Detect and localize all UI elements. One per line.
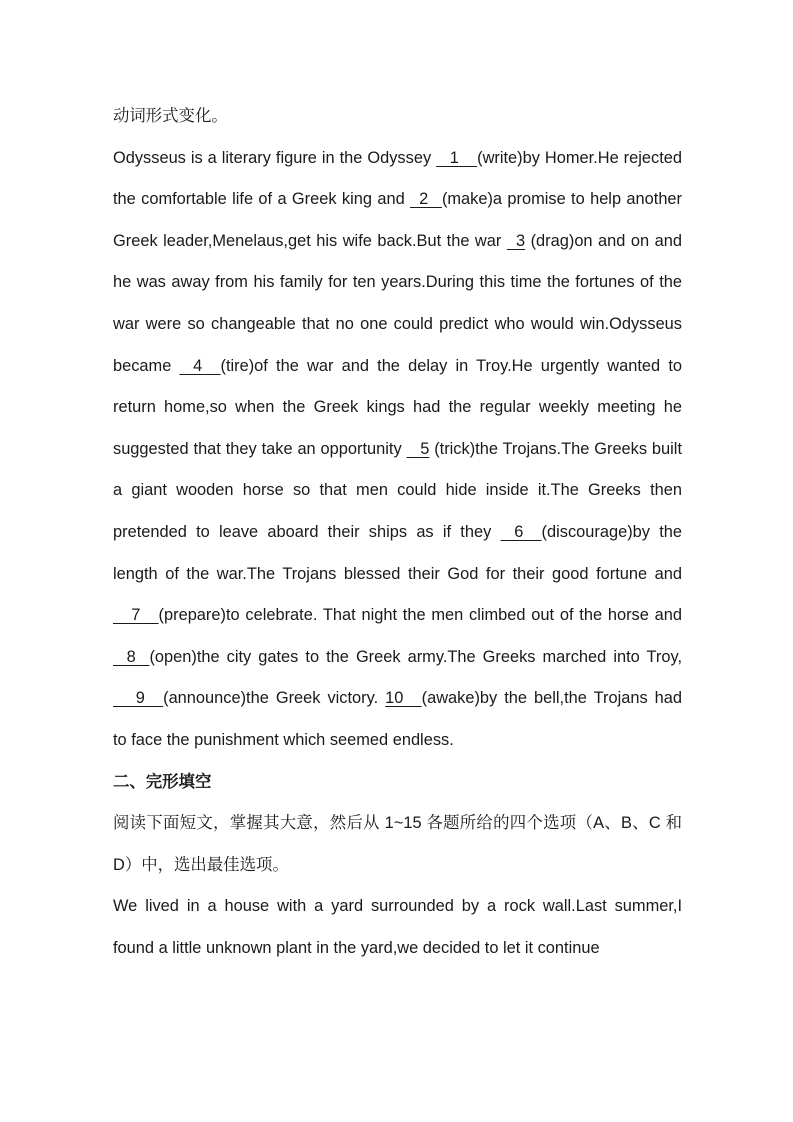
passage-text: (tire)of the war and the delay in Troy.He urgently wanted to return home,so when the Greek kings had the regular weekly meeting he suggested that they take an opportunity xyxy=(113,356,682,458)
passage-text: (announce)the Greek victory. xyxy=(163,689,386,708)
section-2-instructions: 阅读下面短文，掌握其大意，然后从 1~15 各题所给的四个选项（A、B、C 和 D）中，选出最佳选项。 xyxy=(113,814,682,874)
passage-text: (trick)the Trojans.The Greeks built a giant wooden horse so that men could hide inside it.The Greeks then pretended to leave aboard their ships as if they xyxy=(113,439,683,541)
answer-blank-4[interactable]: 4 xyxy=(179,356,221,375)
answer-blank-5[interactable]: 5 xyxy=(406,439,430,458)
answer-blank-6[interactable]: 6 xyxy=(500,522,542,541)
answer-blank-8[interactable]: 8 xyxy=(113,647,150,666)
passage-text: (discourage)by the length of the war.The Trojans blessed their God for their good fortune and xyxy=(113,522,682,583)
answer-blank-2[interactable]: 2 xyxy=(410,190,442,209)
passage-text: (open)the city gates to the Greek army.The Greeks marched into Troy, xyxy=(149,647,682,666)
cloze-passage xyxy=(113,138,682,762)
answer-blank-7[interactable]: 7 xyxy=(113,606,159,625)
passage-text: (make)a promise to help another Greek leader,Menelaus,get his wife back.But the war xyxy=(113,190,683,250)
passage-text: (write)by Homer.He rejected the comfortable life of a Greek king and xyxy=(113,148,682,209)
document-page xyxy=(113,96,682,969)
passage-text: (drag)on and on and he was away from his family for ten years.During this time the fortunes of the war were so changeable that no one could predict who would win.Odysseus became xyxy=(113,231,682,375)
answer-blank-10[interactable]: 10 xyxy=(385,689,422,708)
reading-passage: We lived in a house with a yard surrounded by a rock wall.Last summer,I found a little unknown plant in the yard,we decided to let it continue xyxy=(113,897,682,957)
answer-blank-3[interactable]: 3 xyxy=(506,231,526,250)
passage-text: Odysseus is a literary figure in the Odyssey xyxy=(113,148,437,167)
passage-text: (prepare)to celebrate. That night the men climbed out of the horse and xyxy=(158,606,682,625)
answer-blank-1[interactable]: 1 xyxy=(436,148,478,167)
passage-text: (awake)by the bell,the Trojans had to face the punishment which seemed endless. xyxy=(113,689,682,749)
answer-blank-9[interactable]: 9 xyxy=(113,689,164,708)
section-2-title: 二、完形填空 xyxy=(113,772,212,791)
intro-tail: 动词形式变化。 xyxy=(113,107,228,125)
